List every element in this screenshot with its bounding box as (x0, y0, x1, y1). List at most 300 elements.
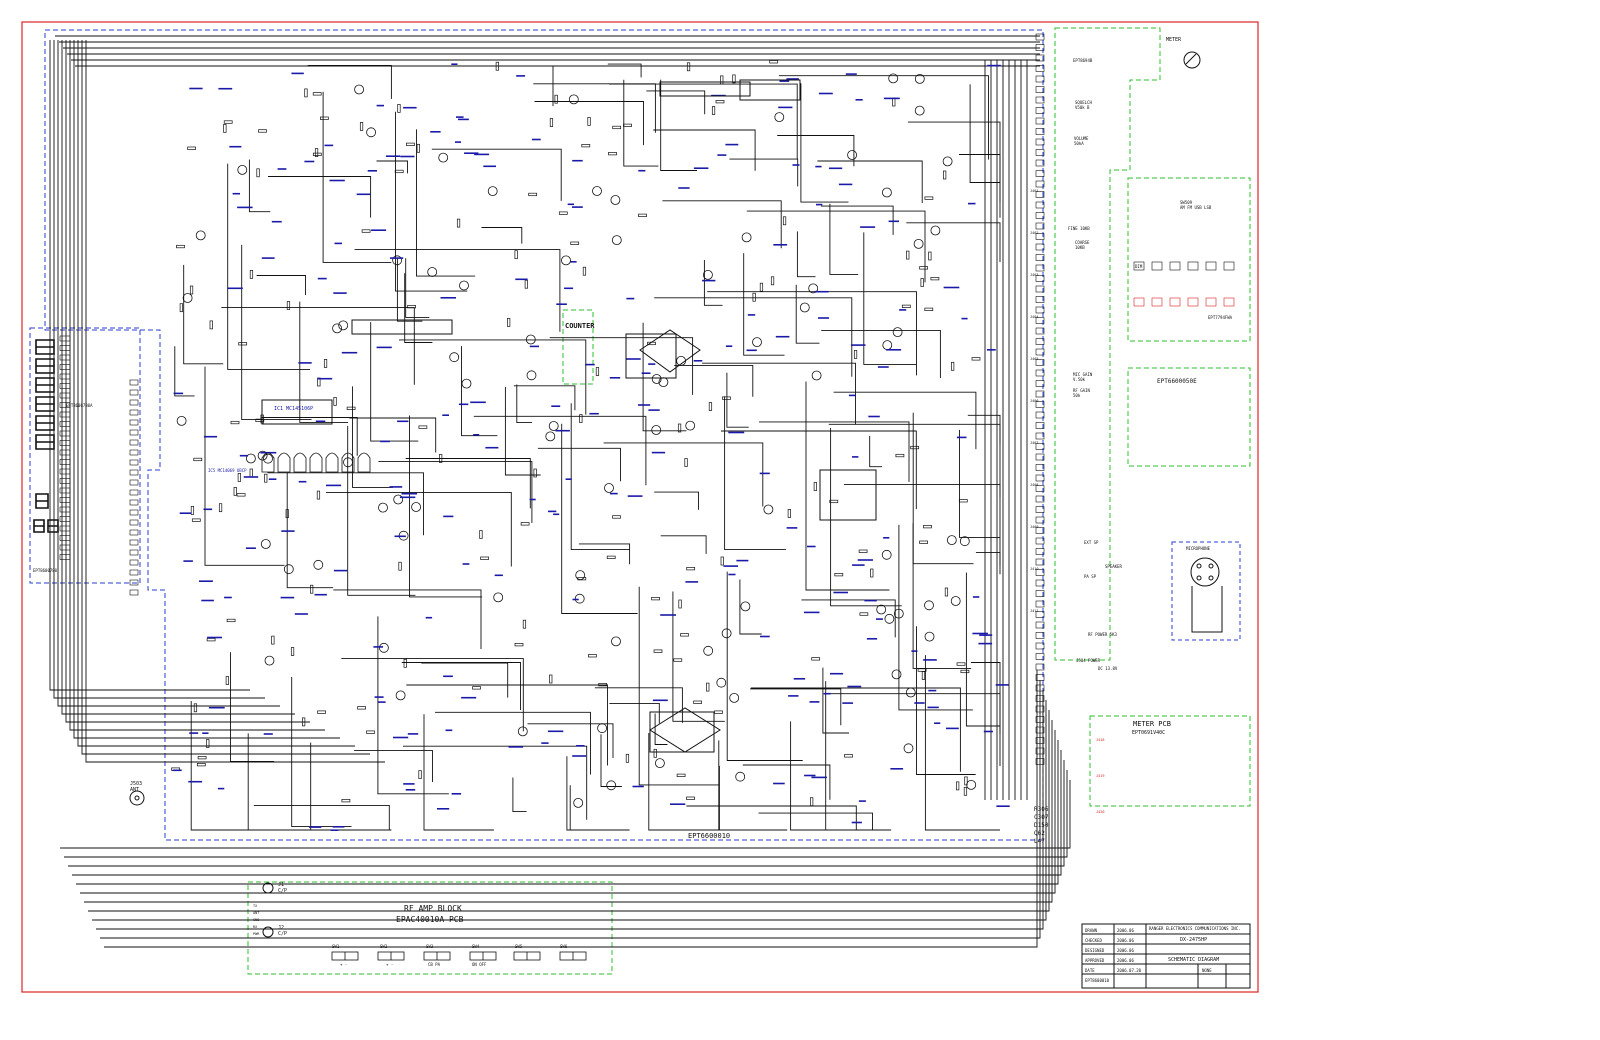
part-label (199, 580, 213, 582)
connector-pin (60, 374, 70, 379)
part-label (572, 206, 583, 208)
resistor (362, 230, 370, 233)
part-label (979, 634, 992, 636)
wire (562, 424, 638, 614)
resistor (320, 117, 328, 120)
resistor (654, 749, 657, 757)
part-label (380, 441, 390, 443)
resistor (681, 634, 689, 637)
transistor (439, 153, 448, 162)
resistor (613, 516, 621, 519)
display-pcb-label-a: EPT8600780A (66, 403, 93, 408)
resistor (419, 426, 427, 429)
resistor (571, 242, 579, 245)
resistor (812, 658, 820, 661)
switch-pin (1152, 298, 1162, 306)
connector-pin (130, 570, 138, 575)
part-label (787, 527, 798, 529)
connector-pin (60, 526, 70, 531)
part-label (846, 73, 857, 75)
transistor (593, 187, 602, 196)
part-label (833, 592, 848, 594)
part-label (298, 362, 311, 364)
squelch-label: SQUELCH V50k B (1075, 100, 1092, 110)
wire (604, 443, 763, 507)
part-label (726, 345, 732, 347)
meter-connector-label: J419 (1096, 774, 1105, 778)
part-label (973, 596, 979, 598)
unused-part: C307 (1034, 814, 1049, 821)
connector-pin (60, 441, 70, 446)
ic-chip (650, 708, 720, 752)
transistor (925, 632, 934, 641)
part-label (570, 261, 576, 263)
rf-amp-pin: TX (253, 904, 258, 908)
wire (323, 92, 391, 263)
part-label (660, 614, 676, 616)
resistor (419, 771, 422, 779)
part-label (564, 288, 573, 290)
part-label (934, 722, 940, 724)
part-label (573, 599, 579, 601)
wire (831, 428, 902, 606)
wire (348, 426, 416, 595)
part-label (815, 291, 829, 293)
resistor (694, 701, 702, 704)
part-label (728, 432, 744, 434)
resistor (555, 95, 558, 103)
wire (70, 40, 325, 730)
connector-pin (130, 540, 138, 545)
connector-pin (60, 517, 70, 522)
ic-chip (352, 320, 452, 334)
part-label (946, 728, 959, 730)
transistor (379, 503, 388, 512)
transistor (764, 505, 773, 514)
part-label (530, 346, 539, 348)
switch-pin (1170, 262, 1180, 270)
connector-pin (60, 384, 70, 389)
transistor (428, 268, 437, 277)
transistor (314, 560, 323, 569)
part-label (459, 404, 468, 406)
resistor (367, 731, 375, 734)
part-label (987, 65, 1001, 67)
part-label (548, 511, 556, 513)
right-connectors (1030, 170, 1038, 632)
part-label (724, 565, 739, 567)
fine-label: FINE 10KB (1068, 226, 1090, 231)
resistor (580, 415, 583, 423)
transistor (736, 772, 745, 781)
resistor (613, 126, 621, 129)
resistor (313, 153, 321, 156)
rf-power-label: RF POWER 5K3 (1088, 632, 1117, 637)
tb-row-value: 2006.07.20 (1117, 968, 1142, 973)
part-label (485, 447, 498, 449)
wire (779, 76, 989, 160)
part-label (867, 638, 877, 640)
digit (36, 359, 54, 373)
resistor (721, 76, 724, 84)
part-label (830, 673, 843, 675)
digit (36, 416, 54, 430)
part-label (747, 350, 757, 352)
tb-model: DX-2475HP (1180, 937, 1208, 943)
wire (959, 155, 1000, 218)
part-label (315, 594, 327, 596)
wire (743, 765, 830, 800)
unused-part: D150 (1034, 822, 1049, 829)
resistor (305, 89, 308, 97)
wire (643, 323, 686, 431)
part-label (886, 349, 901, 351)
antenna-label: J503 ANT (130, 781, 143, 793)
wire (62, 40, 295, 714)
part-label (403, 107, 417, 109)
wire (92, 700, 1049, 920)
connector-pin (130, 470, 138, 475)
transistor (264, 454, 273, 463)
part-label (899, 309, 906, 311)
part-label (291, 73, 303, 75)
transistor (741, 602, 750, 611)
resistor (860, 613, 868, 616)
resistor (931, 277, 939, 280)
wire (248, 733, 331, 830)
part-label (694, 360, 703, 362)
part-label (437, 808, 449, 810)
part-label (652, 452, 665, 454)
resistor (716, 100, 724, 103)
connector-pin (60, 488, 70, 493)
resistor (272, 636, 275, 644)
microphone-connector-icon (1191, 558, 1222, 632)
resistor (219, 504, 222, 512)
resistor (239, 343, 247, 346)
transistor (261, 540, 270, 549)
resistor (911, 446, 919, 449)
switch-pin (1206, 298, 1216, 306)
part-label (377, 105, 384, 107)
part-label (773, 244, 787, 246)
wire (354, 751, 432, 782)
resistor (945, 588, 948, 596)
meter-connector-label: J420 (1096, 810, 1105, 814)
wire (221, 308, 414, 385)
top-right-pcb-label: EPT8694B (1073, 58, 1093, 63)
wire (609, 84, 797, 159)
part-label (227, 288, 243, 290)
tb-row-label: DESIGNED (1085, 948, 1105, 953)
part-label (685, 581, 698, 583)
transistor (655, 759, 664, 768)
wire (249, 160, 270, 212)
part-label (962, 318, 968, 320)
wire (64, 770, 1067, 857)
resistor (559, 212, 567, 215)
transistor (612, 637, 621, 646)
resistor (707, 683, 710, 691)
part-label (807, 546, 816, 548)
connector-pin (130, 530, 138, 535)
rf-amp-pin-j2: J2 C/P (278, 925, 288, 937)
tb-row-label: DATE (1085, 968, 1095, 973)
wire (311, 743, 392, 831)
transistor (574, 798, 583, 807)
part-label (446, 730, 453, 732)
transistor (562, 256, 571, 265)
part-label (342, 352, 357, 354)
transistor (730, 693, 739, 702)
wire (402, 663, 521, 711)
wire (406, 258, 430, 317)
resistor (964, 787, 967, 795)
wire (796, 285, 819, 343)
connector-pin (60, 412, 70, 417)
wire (719, 740, 787, 830)
part-label (278, 168, 287, 170)
part-label (633, 786, 644, 788)
tb-row-label: APPROVED (1085, 958, 1105, 963)
part-label (180, 512, 192, 514)
part-label (201, 600, 214, 602)
part-label (532, 139, 541, 141)
wire (60, 780, 1070, 848)
connector-label: J411 (1030, 609, 1039, 613)
transistor (882, 550, 891, 559)
transistor (611, 196, 620, 205)
wire (535, 102, 644, 146)
resistor (596, 368, 599, 376)
wire (567, 756, 630, 830)
tb-title: SCHEMATIC DIAGRAM (1168, 957, 1220, 963)
display-pcb-label-b: EPT8600780 (33, 568, 58, 573)
part-label (299, 481, 307, 483)
part-label (670, 803, 685, 805)
wire (513, 778, 527, 812)
resistor (652, 597, 660, 600)
tb-company: RANGER ELECTRONICS COMMUNICATIONS INC. (1149, 926, 1241, 931)
transistor (951, 597, 960, 606)
connector-label: J409 (1030, 525, 1039, 529)
part-label (456, 116, 464, 118)
wire (417, 129, 476, 276)
part-label (188, 781, 202, 783)
logic-gate (310, 453, 322, 472)
connector-pin (60, 545, 70, 550)
transistor (877, 605, 886, 614)
resistor (709, 403, 712, 411)
unused-part: L47 (1034, 838, 1045, 845)
resistor (515, 251, 518, 259)
resistor (788, 509, 791, 517)
connector-label: J402 (1030, 231, 1039, 235)
part-label (788, 695, 798, 697)
part-label (262, 257, 275, 259)
digit (36, 435, 54, 449)
connector-pin (60, 450, 70, 455)
part-label (458, 119, 469, 121)
meter-connector-label: J418 (1096, 738, 1105, 742)
bottom-switch-label: SW4 (472, 944, 480, 949)
wire (826, 681, 891, 830)
counter-label: COUNTER (565, 322, 595, 330)
transistor (494, 593, 503, 602)
connector-pin (60, 536, 70, 541)
connector-pin (130, 400, 138, 405)
wire (341, 659, 523, 732)
part-label (736, 560, 748, 562)
transistor (906, 688, 915, 697)
part-label (204, 436, 217, 438)
transistor (742, 233, 751, 242)
switch-pin (1206, 262, 1216, 270)
part-label (883, 537, 889, 539)
part-label (246, 547, 256, 549)
wire (175, 346, 195, 396)
part-label (304, 161, 314, 163)
part-label (495, 575, 503, 577)
transistor (394, 495, 403, 504)
part-label (572, 160, 583, 162)
resistor (395, 170, 403, 173)
connector-pin (130, 520, 138, 525)
part-label (794, 678, 805, 680)
connector-pin (60, 555, 70, 560)
connector-label: J410 (1030, 567, 1039, 571)
transistor (885, 614, 894, 623)
switch-pcb-label: EPT7794FWA (1208, 315, 1233, 320)
switch-pin (1224, 262, 1234, 270)
part-label (626, 298, 634, 300)
resistor (550, 675, 553, 683)
resistor (404, 659, 407, 667)
part-label (884, 98, 900, 100)
connector-label: J401 (1030, 189, 1039, 193)
wire (729, 159, 797, 186)
ic-chip (740, 80, 800, 100)
wire (406, 685, 607, 766)
connector-label: J407 (1030, 441, 1039, 445)
resistor (924, 525, 932, 528)
resistor (760, 283, 763, 291)
part-label (638, 404, 650, 406)
tb-row-value: 2006.06 (1117, 958, 1134, 963)
resistor (607, 556, 615, 559)
wire (823, 668, 849, 733)
part-label (551, 405, 560, 407)
part-label (331, 829, 339, 831)
part-label (829, 168, 842, 170)
dc-power-label: J504 POWER (1076, 658, 1101, 663)
resistor (238, 473, 241, 481)
part-label (793, 164, 800, 166)
ic-mc-label: IC5 MC14069 UBCP (208, 468, 247, 473)
resistor (957, 663, 965, 666)
wire (86, 40, 385, 762)
transistor (686, 421, 695, 430)
transistor (605, 484, 614, 493)
resistor (521, 523, 529, 526)
part-label (694, 167, 709, 169)
wire (624, 80, 659, 166)
connector-pin (130, 510, 138, 515)
part-label (556, 430, 570, 432)
transistor (576, 571, 585, 580)
wire (403, 746, 587, 820)
resistor (959, 500, 967, 503)
resistor (210, 321, 213, 329)
wire (759, 813, 873, 830)
connector-pin (130, 410, 138, 415)
part-label (760, 636, 770, 638)
part-label (237, 207, 253, 209)
connector-pin (60, 479, 70, 484)
part-label (218, 788, 224, 790)
wire (960, 430, 1001, 538)
part-label (911, 650, 917, 652)
part-label (553, 514, 559, 516)
transistor (753, 338, 762, 347)
part-label (295, 613, 308, 615)
part-label (204, 509, 213, 511)
resistor (358, 707, 366, 710)
part-label (819, 93, 833, 95)
bottom-switches (332, 952, 586, 960)
bottom-switch-label: SW2 (380, 944, 388, 949)
resistor (231, 421, 239, 424)
part-label (426, 617, 432, 619)
part-label (400, 497, 415, 499)
bottom-switch-pol: + - (340, 962, 348, 967)
wire (821, 206, 893, 235)
part-label (375, 696, 384, 698)
part-label (702, 280, 715, 282)
rf-gain-label: RF GAIN 50k (1073, 388, 1090, 398)
transistor (518, 727, 527, 736)
transistor (527, 371, 536, 380)
rf-amp-pin: RX (253, 925, 258, 929)
part-label (972, 633, 988, 635)
connector-pin (60, 422, 70, 427)
resistor (250, 469, 253, 477)
resistor (417, 144, 420, 152)
antenna-connector-icon (130, 791, 144, 805)
part-label (778, 107, 792, 109)
part-label (330, 180, 345, 182)
transistor (722, 629, 731, 638)
meter-label: METER (1166, 37, 1182, 43)
part-label (309, 826, 321, 828)
part-label (773, 783, 785, 785)
rf-amp-block-label: RF AMP BLOCK (404, 904, 462, 913)
resistor (287, 302, 290, 310)
bottom-switch-label: SW5 (515, 944, 523, 949)
transistor (607, 781, 616, 790)
part-label (638, 170, 645, 172)
resistor (871, 569, 874, 577)
switch-pin (1224, 298, 1234, 306)
part-label (576, 745, 584, 747)
connector-pin (60, 365, 70, 370)
part-label (442, 414, 449, 416)
connector-label: J403 (1030, 273, 1039, 277)
transistor (883, 341, 892, 350)
transistor (238, 165, 247, 174)
connector-pin (60, 507, 70, 512)
transistor (367, 128, 376, 137)
